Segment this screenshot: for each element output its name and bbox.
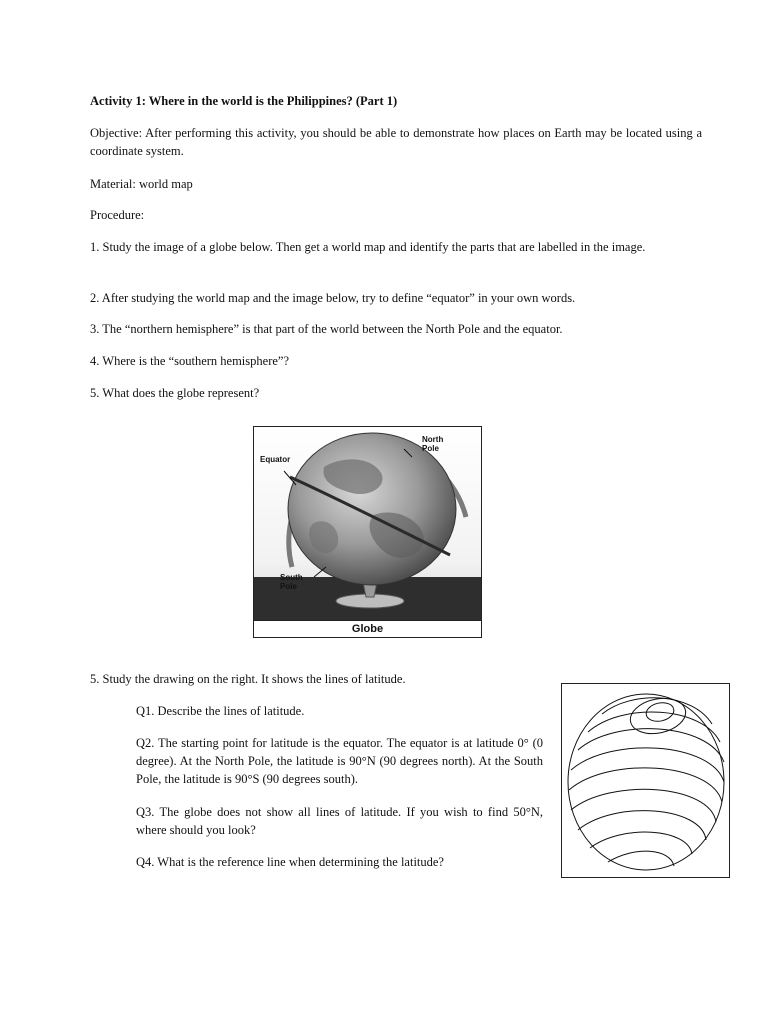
- latitude-line: [590, 832, 692, 854]
- step-5: 5. What does the globe represent?: [90, 386, 260, 400]
- latitude-line: [569, 768, 722, 802]
- question-3: Q3. The globe does not show all lines of latitude. If you wish to find 50°N, where should you look?: [136, 805, 543, 837]
- globe-sphere: [288, 433, 456, 585]
- question-4: Q4. What is the reference line when determining the latitude?: [136, 855, 444, 869]
- procedure-label: Procedure:: [90, 208, 145, 222]
- globe-caption: Globe: [254, 620, 481, 637]
- label-north-pole: North Pole: [422, 435, 444, 453]
- step-2: 2. After studying the world map and the image below, try to define “equator” in your own words.: [90, 291, 576, 305]
- globe-figure: [253, 426, 482, 638]
- activity-title: Activity 1: Where in the world is the Philippines? (Part 1): [90, 94, 398, 108]
- label-south-pole: South Pole: [280, 573, 303, 591]
- step-1: 1. Study the image of a globe below. Then get a world map and identify the parts that are labelled in the image.: [90, 240, 646, 254]
- step-3: 3. The “northern hemisphere” is that part of the world between the North Pole and the equator.: [90, 322, 563, 336]
- material-text: Material: world map: [90, 177, 193, 191]
- latitude-diagram: [561, 683, 730, 878]
- latitude-line: [571, 748, 724, 782]
- label-equator: Equator: [260, 455, 291, 464]
- objective-text: Objective: After performing this activity, you should be able to demonstrate how places on Earth may be located using a coordinate system.: [90, 126, 702, 158]
- latitude-drawing: [562, 684, 729, 877]
- globe-outline: [568, 694, 724, 870]
- question-2: Q2. The starting point for latitude is the equator. The equator is at latitude 0° (0 degree). At the North Pole, the latitude is 90°N (90 degrees north). At the South Pole, the latitude is 90°S (90 degrees south).: [136, 736, 543, 786]
- latitude-line: [571, 789, 716, 822]
- step-4: 4. Where is the “southern hemisphere”?: [90, 354, 289, 368]
- step-5b: 5. Study the drawing on the right. It shows the lines of latitude.: [90, 672, 406, 686]
- latitude-line: [578, 811, 706, 840]
- latitude-line: [588, 712, 720, 742]
- question-1: Q1. Describe the lines of latitude.: [136, 704, 305, 718]
